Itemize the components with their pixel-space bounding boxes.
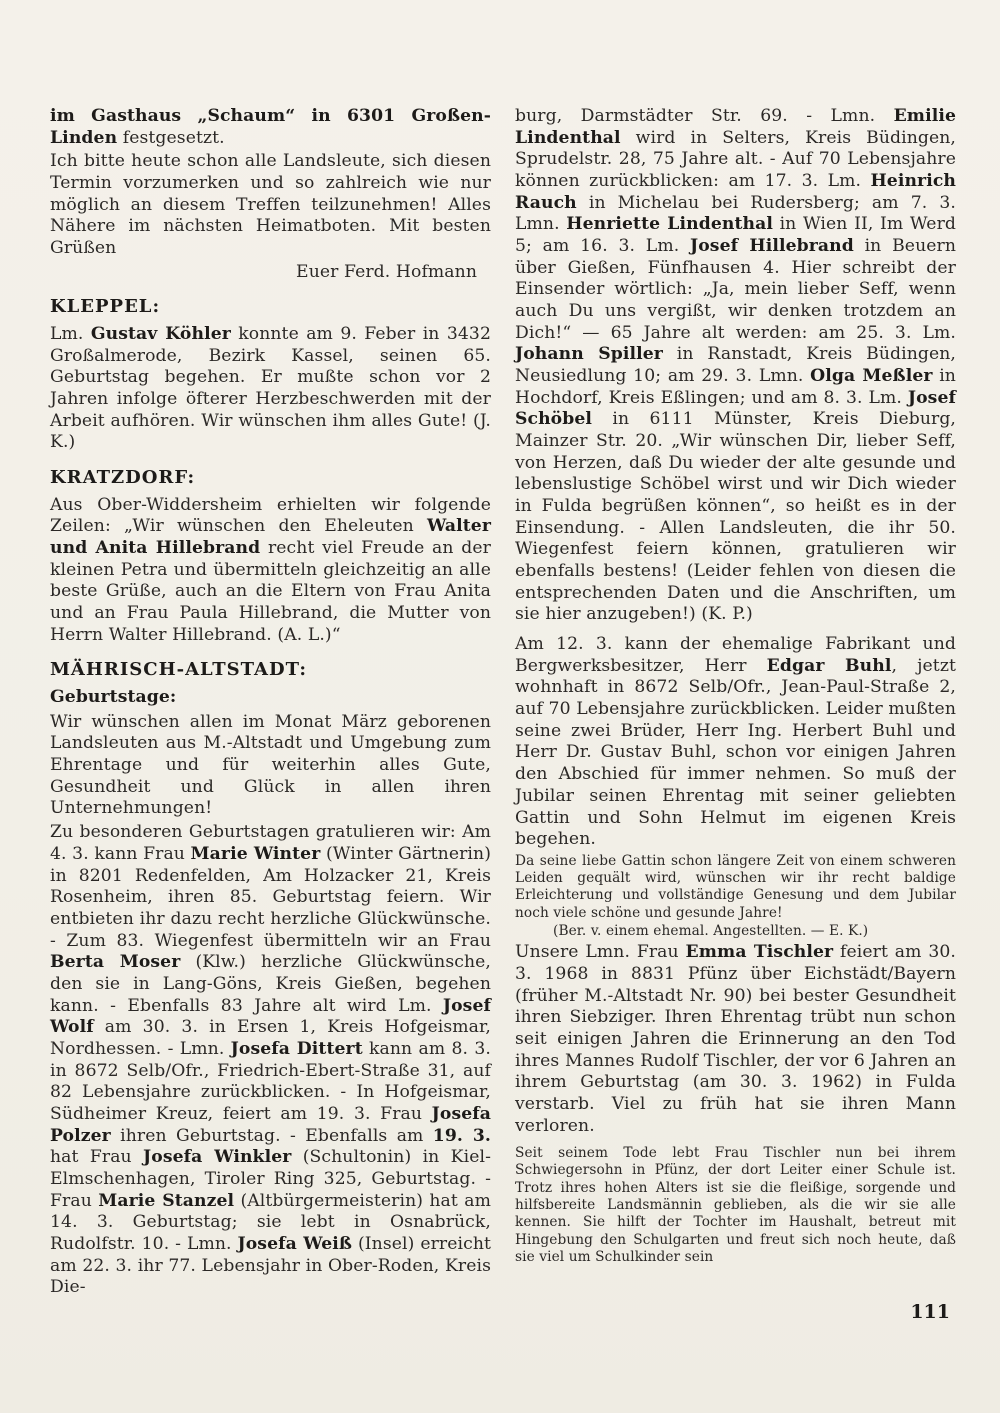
text-segment: recht viel Freude an der kleinen Petra und übermitteln gleichzeitig an alle beste Grüße, auch an die Eltern von Frau Anita und an Frau Paula Hillebrand, die Mutter von Herrn Walter Hillebrand. (A. L.)“	[50, 538, 491, 645]
content-columns	[50, 106, 956, 1301]
small-paragraph: Da seine liebe Gattin schon längere Zeit von einem schweren Leiden gequält wird, wünschen wir ihr recht baldige Erleichterung und vollständige Genesung und dem Jubilar noch viele schöne und gesunde Jahre!	[515, 852, 956, 921]
text-segment: in Michelau bei Rudersberg; am 7. 3. Lmn.	[515, 192, 956, 235]
bold-text-segment: Josef Schöbel	[515, 387, 956, 430]
text-segment: (Altbürgermeisterin) hat am 14. 3. Geburtstag; sie lebt in Osnabrück, Rudolfstr. 10. - Lmn.	[50, 1190, 491, 1254]
text-segment: Lm.	[50, 324, 91, 345]
paragraph	[515, 942, 956, 1137]
text-segment: in 6111 Münster, Kreis Dieburg, Mainzer Str. 20. „Wir wünschen Dir, lieber Seff, von Herzen, daß Du wieder der alte gesunde und lebenslustige Schöbel wirst und wir Dich wieder in Fulda begrüßen können“, so heißt es in der Einsendung. - Allen Landsleuten, die ihr 50. Wiegenfest feiern können, gratulieren wir ebenfalls bestens! (Leider fehlen von diesen die entsprechenden Daten und die Anschriften, um sie hier anzugeben!) (K. P.)	[515, 409, 956, 625]
bold-text-segment: Josef Hillebrand	[690, 236, 854, 257]
bold-text-segment: Marie Stanzel	[98, 1190, 235, 1211]
text-segment: Am 12. 3. kann der ehemalige Fabrikant und Bergwerksbesitzer, Herr	[515, 634, 956, 676]
paragraph	[50, 151, 491, 259]
paragraph	[50, 324, 491, 454]
text-segment: Unsere Lmn. Frau	[515, 942, 686, 963]
text-segment: (Insel) erreicht am 22. 3. ihr 77. Lebensjahr in Ober-Roden, Kreis Die-	[50, 1233, 491, 1298]
text-segment: ihren Geburtstag. - Ebenfalls am	[110, 1125, 433, 1146]
bold-text-segment: Marie Winter	[190, 843, 321, 864]
bold-text-segment: Olga Meßler	[810, 366, 933, 387]
bold-text-segment: 19. 3.	[432, 1125, 491, 1146]
bold-text-segment: Edgar Buhl	[766, 655, 892, 676]
text-segment: burg, Darmstädter Str. 69. - Lmn.	[515, 106, 894, 126]
paragraph	[50, 712, 491, 820]
bold-text-segment: Heinrich Rauch	[515, 171, 956, 213]
signature-line: Euer Ferd. Hofmann	[296, 261, 477, 282]
bold-text-segment: Walter und Anita Hillebrand	[50, 516, 491, 559]
section-heading: MÄHRISCH-ALTSTADT:	[50, 659, 308, 681]
text-segment: hat Frau	[50, 1147, 144, 1168]
section-heading: KRATZDORF:	[50, 467, 196, 489]
text-segment: (Winter Gärtnerin) in 8201 Redenfelden, Am Holzacker 21, Kreis Rosenheim, ihren 85. Geburtstag feiern. Wir entbieten ihr dazu recht herzliche Glückwünsche. - Zum 83. Wiegenfest übermitteln wir an Frau	[50, 843, 491, 951]
bold-text-segment: Emma Tischler	[685, 942, 834, 963]
text-segment: kann am 8. 3. in 8672 Selb/Ofr., Friedrich-Ebert-Straße 31, auf 82 Lebensjahre zurückblicken. - In Hofgeismar, Südheimer Kreuz, feiert am 19. 3. Frau	[50, 1038, 491, 1124]
page-number: 111	[910, 1301, 950, 1323]
paragraph	[50, 822, 491, 1299]
text-segment: festgesetzt.	[117, 127, 225, 148]
bold-text-segment: Josefa Winkler	[143, 1147, 292, 1168]
text-segment: Wir wünschen allen im Monat März geborenen Landsleuten aus M.-Altstadt und Umgebung zum Ehrentage und für weiterhin alles Gute, Gesundheit und Glück in allen ihren Unternehmungen!	[50, 711, 491, 819]
bold-text-segment: Henriette Lindenthal	[566, 214, 773, 235]
section-subheading: Geburtstage:	[50, 687, 177, 708]
paragraph	[50, 495, 491, 647]
bold-text-segment: Emilie Lindenthal	[515, 106, 956, 148]
bold-text-segment: Josefa Dittert	[230, 1038, 363, 1059]
bold-text-segment: Johann Spiller	[515, 344, 663, 365]
text-segment: (Schultonin) in Kiel-Elmschenhagen, Tiroler Ring 325, Geburtstag. - Frau	[50, 1147, 491, 1211]
column-right	[515, 106, 956, 1301]
text-segment: (Klw.) herzliche Glückwünsche, den sie in Lang-Göns, Kreis Gießen, begehen kann. - Ebenfalls 83 Jahre alt wird Lm.	[50, 952, 491, 1016]
text-segment: , jetzt wohnhaft in 8672 Selb/Ofr., Jean-Paul-Straße 2, auf 70 Lebensjahre zurückblicken. Leider mußten seine zwei Brüder, Herr Ing. Herbert Buhl und Herr Dr. Gustav Buhl, schon vor einigen Jahren den Abschied für immer nehmen. So muß der Jubilar seinen Ehrentag mit seiner geliebten Gattin und Sohn Helmut im eigenen Kreis begehen.	[515, 655, 956, 850]
section-heading: KLEPPEL:	[50, 296, 161, 318]
bold-text-segment: im Gasthaus „Schaum“ in 6301 Großen-Linden	[50, 106, 491, 148]
text-segment: feiert am 30. 3. 1968 in 8831 Pfünz über Eichstädt/Bayern (früher M.-Altstadt Nr. 90) bei bester Gesundheit ihren Siebziger. Ihren Ehrentag trübt nun schon seit einigen Jahren die Erinnerung an den Tod ihres Mannes Rudolf Tischler, der vor 6 Jahren an ihrem Geburtstag (am 30. 3. 1962) in Fulda verstarb. Viel zu früh hat sie ihren Mann verloren.	[515, 942, 956, 1136]
small-paragraph: Seit seinem Tode lebt Frau Tischler nun bei ihrem Schwiegersohn in Pfünz, der dort Leiter einer Schule ist. Trotz ihres hohen Alters ist sie die fleißige, sorgende und hilfsbereite Landsmännin geblieben, als die wir sie alle kennen. Sie hilft der Tochter im Haushalt, betreut mit Hingebung den Schulgarten und freut sich noch heute, daß sie viel um Schulkinder sein	[515, 1145, 956, 1265]
bold-text-segment: Berta Moser	[50, 952, 181, 973]
text-segment: in Wien II, Im Werd 5; am 16. 3. Lm.	[515, 214, 956, 257]
text-segment: konnte am 9. Feber in 3432 Großalmerode, Bezirk Kassel, seinen 65. Geburtstag begehen. Er mußte schon vor 2 Jahren infolge öfterer Herzbeschwerden mit der Arbeit aufhören. Wir wünschen ihm alles Gute! (J. K.)	[50, 324, 491, 453]
bold-text-segment: Josefa Weiß	[237, 1233, 353, 1254]
attribution-line: (Ber. v. einem ehemal. Angestellten. — E. K.)	[553, 922, 869, 939]
bold-text-segment: Josefa Polzer	[50, 1103, 491, 1146]
text-segment: in Ranstadt, Kreis Büdingen, Neusiedlung 10; am 29. 3. Lmn.	[515, 344, 956, 387]
paragraph	[515, 634, 956, 851]
bold-text-segment: Gustav Köhler	[90, 324, 231, 345]
text-segment: Zu besonderen Geburtstagen gratulieren wir: Am 4. 3. kann Frau	[50, 822, 491, 864]
text-segment: in Beuern über Gießen, Fünfhausen 4. Hier schreibt der Einsender wörtlich: „Ja, mein lieber Seff, wenn auch Du uns vergißt, wir denken trotzdem an Dich!“ — 65 Jahre alt werden: am 25. 3. Lm.	[515, 236, 957, 343]
text-segment: Ich bitte heute schon alle Landsleute, sich diesen Termin vorzumerken und so zahlreich wie nur möglich an diesem Treffen teilzunehmen! Alles Nähere im nächsten Heimatboten. Mit besten Grüßen	[50, 151, 491, 259]
text-segment: Aus Ober-Widdersheim erhielten wir folgende Zeilen: „Wir wünschen den Eheleuten	[50, 494, 491, 537]
bold-text-segment: Josef Wolf	[50, 995, 491, 1038]
text-segment: wird in Selters, Kreis Büdingen, Sprudelstr. 28, 75 Jahre alt. - Auf 70 Lebensjahre können zurückblicken: am 17. 3. Lm.	[515, 127, 956, 192]
column-left	[50, 106, 491, 1301]
paragraph	[50, 106, 491, 149]
text-segment: am 30. 3. in Ersen 1, Kreis Hofgeismar, Nordhessen. - Lmn.	[50, 1017, 491, 1059]
paragraph	[515, 106, 956, 626]
text-segment: in Hochdorf, Kreis Eßlingen; und am 8. 3. Lm.	[515, 366, 956, 408]
